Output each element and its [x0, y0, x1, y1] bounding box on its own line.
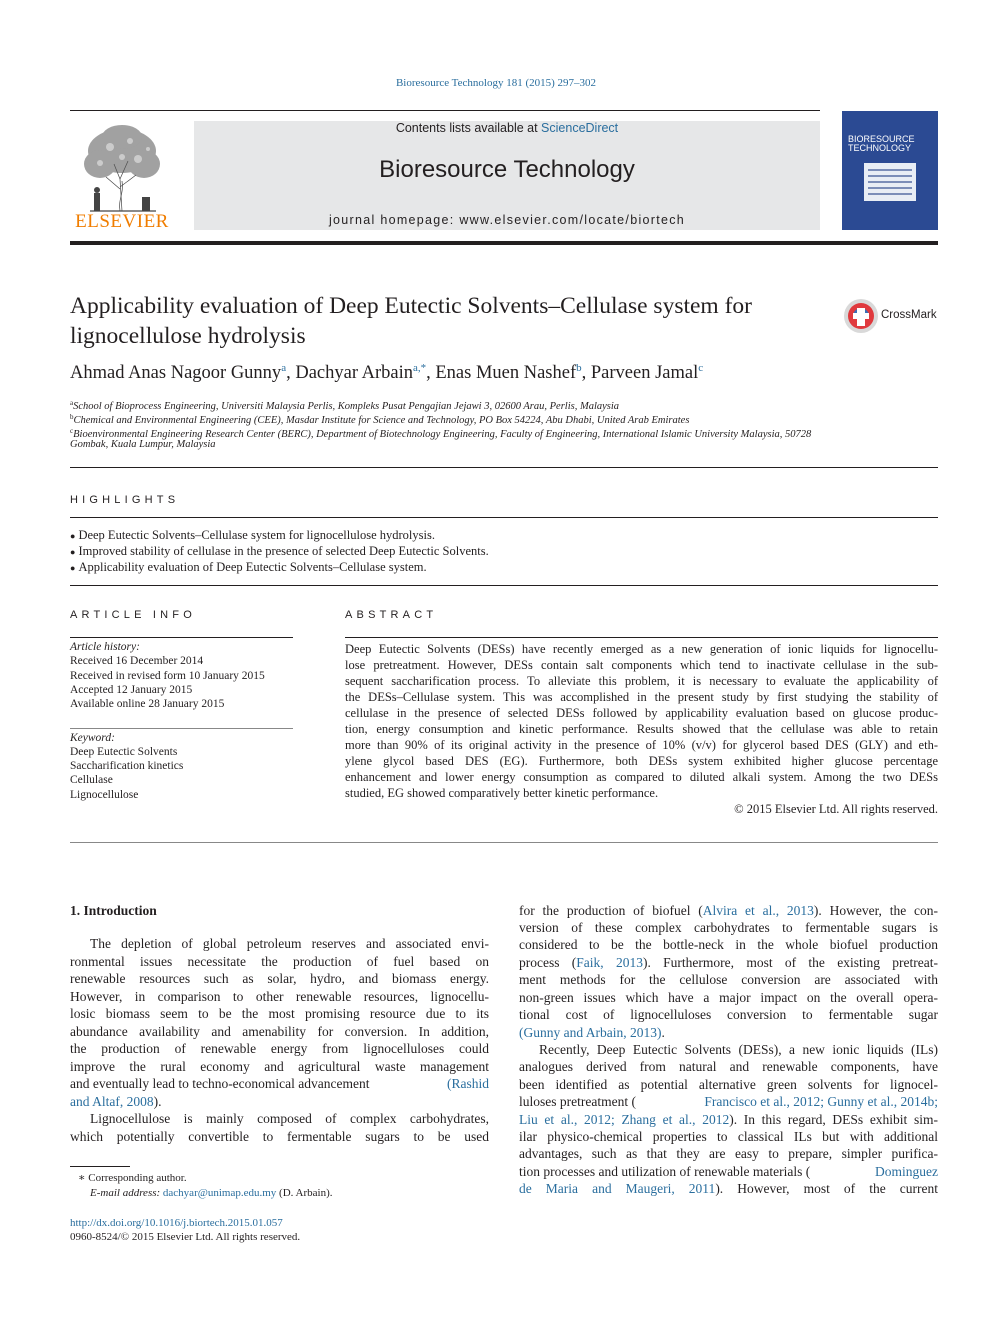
body-line: advantages, such as that they are easy to prepare, simpler purifica-: [519, 1146, 938, 1161]
contents-prefix: Contents lists available at: [395, 121, 542, 135]
body-line: analogues derived from natural and renewable components, have: [519, 1059, 938, 1074]
header-thick-rule: [70, 241, 938, 245]
body-line: improve the rural economy and agricultural waste management: [70, 1059, 489, 1074]
body-text: ). However, most of the current: [715, 1181, 939, 1196]
keywords-label: Keyword:: [70, 732, 115, 744]
affiliation-c-cont: [70, 438, 930, 453]
body-line: Lignocellulose is mainly composed of complex carbohydrates,: [90, 1111, 489, 1126]
journal-cover-thumbnail[interactable]: [842, 111, 938, 230]
body-line: considered to be the bottle-neck in the whole biofuel production: [519, 937, 938, 952]
abstract-line: cellulase in the presence of selected DESs followed by applicability evaluation based on glucose produc-: [345, 706, 938, 720]
abstract-line: studied, EG showed comparatively better kinetic performance.: [345, 786, 659, 800]
divider: [70, 842, 938, 843]
highlight-text: Improved stability of cellulase in the presence of selected Deep Eutectic Solvents.: [78, 544, 489, 558]
cover-title: BIORESOURCE TECHNOLOGY: [848, 134, 915, 153]
title-line: lignocellulose hydrolysis: [70, 323, 306, 349]
body-line: abundance availability and amenability for conversion. In addition,: [70, 1024, 489, 1039]
history-item: Accepted 12 January 2015: [70, 684, 193, 696]
body-line: and Altaf, 2008).: [70, 1094, 162, 1109]
body-line: Recently, Deep Eutectic Solvents (DESs), a new ionic liquids (ILs): [539, 1042, 938, 1057]
author-affiliation-marker[interactable]: b: [576, 362, 582, 374]
body-line: [70, 1076, 489, 1092]
author-separator: ,: [426, 363, 436, 383]
citation-link[interactable]: Dominguez: [875, 1164, 938, 1179]
asterisk-icon: ∗: [78, 1172, 89, 1184]
abstract-line: ylene glycol based DES (EG). Furthermore, both DESs system exhibited higher glucose percentage: [345, 754, 938, 768]
body-line: the production of renewable energy from lignocelluloses could: [70, 1041, 489, 1056]
bullet-icon: ●: [70, 531, 76, 541]
body-line: [519, 1164, 938, 1180]
author-name[interactable]: Dachyar Arbain: [295, 363, 413, 383]
citation-link[interactable]: (Gunny and Arbain, 2013): [519, 1025, 662, 1040]
cover-line: [868, 181, 912, 183]
citation-link[interactable]: and Altaf, 2008: [70, 1094, 154, 1109]
body-line: [519, 1025, 938, 1041]
email-suffix: (D. Arbain).: [279, 1187, 333, 1199]
title-line: Applicability evaluation of Deep Eutectic Solvents–Cellulase system for: [70, 293, 752, 319]
affiliation-marker: a: [70, 399, 74, 407]
email-label: E-mail address:: [90, 1187, 161, 1199]
author-separator: ,: [581, 363, 591, 383]
affiliation-text: Chemical and Environmental Engineering (CEE), Masdar Institute for Science and Technology, PO Box 54224, Abu Dhabi, United Arab Emirates: [73, 415, 690, 426]
corresponding-author-note: [78, 1171, 187, 1184]
body-text: ). Furthermore, most of the existing pretreat-: [642, 955, 938, 970]
cover-line: [868, 187, 912, 189]
journal-homepage[interactable]: journal homepage: www.elsevier.com/locate/biortech: [328, 213, 686, 227]
highlight-text: Applicability evaluation of Deep Eutectic Solvents–Cellulase system.: [78, 560, 427, 574]
doi-link[interactable]: http://dx.doi.org/10.1016/j.biortech.2015.01.057: [70, 1217, 283, 1229]
citation-link[interactable]: Liu et al., 2012; Zhang et al., 2012: [519, 1112, 730, 1127]
keyword-item: Lignocellulose: [70, 789, 139, 801]
citation-link[interactable]: Francisco et al., 2012; Gunny et al., 2014b;: [704, 1094, 938, 1109]
highlight-text: Deep Eutectic Solvents–Cellulase system for lignocellulose hydrolysis.: [78, 528, 435, 542]
body-line: [519, 1181, 938, 1197]
affiliation-text: Bioenvironmental Engineering Research Center (BERC), Department of Biotechnology Engineering, Faculty of Engineering, International Islamic University Malaysia, 50728: [73, 429, 812, 440]
author-name[interactable]: Enas Muen Nashef: [435, 363, 577, 383]
cover-line: [868, 175, 912, 177]
email-note: [90, 1187, 333, 1199]
highlights-heading: HIGHLIGHTS: [70, 494, 180, 506]
history-item: Received in revised form 10 January 2015: [70, 670, 265, 682]
body-line: ilar physico-chemical properties to classical ILs but with additional: [519, 1129, 938, 1144]
cover-line: [868, 169, 912, 171]
divider: [345, 637, 938, 638]
bullet-icon: ●: [70, 547, 76, 557]
body-line: version of these complex carbohydrates to fermentable sugars is: [519, 920, 938, 935]
body-line: losic biomass seem to be the most promising resource due to its: [70, 1006, 489, 1021]
author-list: [70, 362, 930, 384]
crossmark-icon: [843, 298, 879, 334]
body-line: [519, 1094, 938, 1110]
crossmark-label: CrossMark: [881, 309, 937, 321]
body-line: ment methods for the cellulose conversion are associated with: [519, 972, 938, 987]
affiliation-marker: b: [70, 413, 74, 421]
abstract-line: tion, energy consumption and kinetic performance. Results showed that the cellulase was able to retain: [345, 722, 938, 736]
journal-title[interactable]: Bioresource Technology: [379, 156, 635, 183]
author-name[interactable]: Ahmad Anas Nagoor Gunny: [70, 363, 282, 383]
footnote-rule: [70, 1166, 130, 1167]
body-text: tion processes and utilization of renewable materials (: [519, 1164, 811, 1179]
abstract-line: enhancement and lower energy consumption as compared to diluted alkali system. Among the two DESs: [345, 770, 938, 784]
abstract-line: the DESs–Cellulase system. This was accomplished in the present study by first studying the stability of: [345, 690, 938, 704]
body-line: ronmental issues necessitate the production of fuel based on: [70, 954, 489, 969]
author-name[interactable]: Parveen Jamal: [590, 363, 699, 383]
contents-available-line: [194, 121, 820, 135]
abstract-heading: ABSTRACT: [345, 609, 438, 621]
divider: [70, 517, 938, 518]
elsevier-wordmark: ELSEVIER: [75, 211, 169, 232]
citation-link[interactable]: Alvira et al., 2013: [702, 903, 814, 918]
body-line: been identified as potential alternative green solvents for lignocel-: [519, 1077, 938, 1092]
copyright: © 2015 Elsevier Ltd. All rights reserved.: [734, 802, 938, 816]
body-line: [519, 1112, 938, 1128]
body-line: renewable resources such as solar, hydro, and biomass energy.: [70, 971, 489, 986]
highlight-item: [70, 544, 489, 559]
keyword-item: Cellulase: [70, 774, 113, 786]
body-line: However, in comparison to other renewable resources, lignocellu-: [70, 989, 489, 1004]
crossmark-badge[interactable]: [843, 296, 938, 336]
citation-link[interactable]: de Maria and Maugeri, 2011: [519, 1181, 716, 1196]
highlight-item: [70, 528, 435, 543]
body-text: luloses pretreatment (: [519, 1094, 636, 1109]
body-line: tional cost of lignocelluloses conversion to fermentable sugar: [519, 1007, 938, 1022]
sciencedirect-link[interactable]: ScienceDirect: [541, 121, 619, 135]
body-text: ). However, the con-: [813, 903, 938, 918]
footnote-text: Corresponding author.: [88, 1172, 187, 1184]
keyword-item: Saccharification kinetics: [70, 760, 184, 772]
body-line: which potentially convertible to fermentable sugars to be used: [70, 1129, 489, 1144]
abstract-line: more than 90% of its original activity in the presence of 10% (v/v) for glycerol based DES (GLY) and eth-: [345, 738, 938, 752]
history-item: Received 16 December 2014: [70, 655, 204, 667]
email-link[interactable]: dachyar@unimap.edu.my: [162, 1187, 277, 1199]
bullet-icon: ●: [70, 563, 76, 573]
abstract-line: sequent saccharification process. To alleviate this problem, it is necessary to evaluate the applicability of: [345, 674, 938, 688]
article-title: [70, 291, 830, 351]
affiliation-text: Gombak, Kuala Lumpur, Malaysia: [70, 439, 216, 450]
abstract-line: lose pretreatment. However, DESs contain salt components which tend to inactivate cellulase in the sub-: [345, 658, 938, 672]
article-info-heading: ARTICLE INFO: [70, 609, 196, 621]
article-history-label: Article history:: [70, 641, 140, 653]
body-line: non-green issues which have a major impact on the overall opera-: [519, 990, 938, 1005]
keyword-item: Deep Eutectic Solvents: [70, 746, 178, 758]
body-text: .: [661, 1025, 665, 1040]
author-affiliation-marker[interactable]: a,*: [412, 362, 427, 374]
body-text: process (: [519, 955, 577, 970]
history-item: Available online 28 January 2015: [70, 698, 225, 710]
abstract-line: Deep Eutectic Solvents (DESs) have recently emerged as a new generation of ionic liquids for lignocellu-: [345, 642, 938, 656]
author-separator: ,: [286, 363, 296, 383]
author-affiliation-marker[interactable]: c: [698, 362, 704, 374]
divider: [70, 637, 293, 638]
author-affiliation-marker[interactable]: a: [281, 362, 287, 374]
affiliation-text: School of Bioprocess Engineering, Universiti Malaysia Perlis, Kompleks Pusat Pengajian Jejawi 3, 02600 Arau, Perlis, Malaysia: [73, 401, 620, 412]
highlight-item: [70, 560, 427, 575]
body-line: The depletion of global petroleum reserves and associated envi-: [90, 936, 489, 951]
citation-link[interactable]: Faik, 2013: [576, 955, 643, 970]
body-text: and eventually lead to techno-economical advancement: [70, 1076, 370, 1091]
divider: [70, 467, 938, 468]
journal-citation[interactable]: Bioresource Technology 181 (2015) 297–302: [395, 77, 597, 89]
cover-line: [868, 193, 912, 195]
citation-link[interactable]: (Rashid: [447, 1076, 489, 1091]
affiliation-marker: c: [70, 427, 74, 435]
issn-line: 0960-8524/© 2015 Elsevier Ltd. All rights reserved.: [70, 1231, 301, 1243]
body-line: [519, 955, 938, 971]
divider: [70, 728, 293, 729]
section-heading-introduction: 1. Introduction: [70, 903, 157, 918]
body-text: for the production of biofuel (: [519, 903, 703, 918]
body-text: ). In this regard, DESs exhibit sim-: [729, 1112, 938, 1127]
divider: [70, 585, 938, 586]
header-rule: [70, 110, 820, 111]
body-line: [519, 903, 938, 919]
